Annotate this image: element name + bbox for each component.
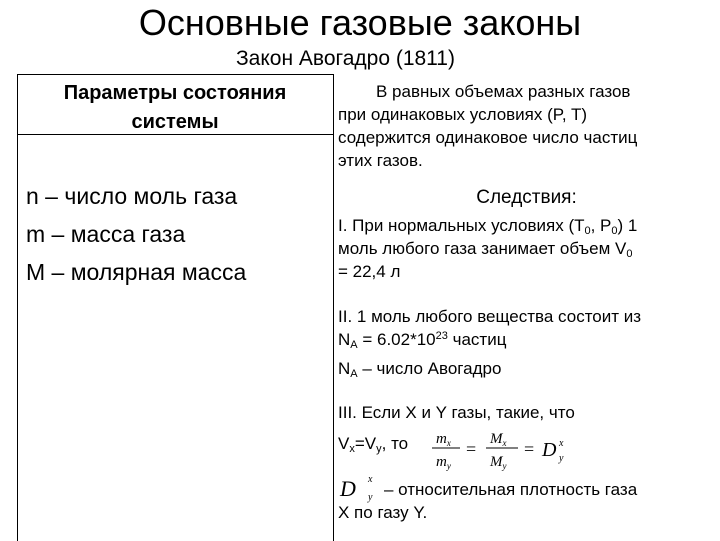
consequence-2-line2: $N_A = 6.02*10^{23}$ частиц xyxy=(338,330,507,351)
consequence-2 xyxy=(338,305,641,380)
svg-text:=: = xyxy=(466,439,477,459)
law-subtitle: Закон Авогадро (1811) xyxy=(236,47,455,70)
formula-mx-numerator: $m_x$ xyxy=(436,431,451,448)
density-formula xyxy=(430,424,580,474)
parameter-item-n: n – число моль газа xyxy=(26,183,238,209)
consequence-1-line3: = 22,4 л xyxy=(338,262,401,281)
svg-text:=: = xyxy=(524,439,535,459)
formula-D: D xyxy=(542,439,557,461)
parameters-header-line1: Параметры состояния xyxy=(63,82,287,104)
parameters-panel xyxy=(17,74,334,541)
consequence-1-line1: I. При нормальных условиях ($T_0$, $P_0$) 1 xyxy=(338,216,638,237)
statement-line1: В равных объемах разных газов xyxy=(376,82,631,101)
consequence-3-line2: $V_x=V_y$, то xyxy=(338,434,409,455)
parameter-item-m: m – масса газа xyxy=(26,221,186,247)
consequence-1 xyxy=(338,214,637,283)
consequence-3-line1: III. Если X и Y газы, такие, что xyxy=(338,403,575,422)
parameter-item-M: M – молярная масса xyxy=(26,259,247,285)
consequence-1-line2: моль любого газа занимает объем $V_0$ xyxy=(338,239,633,260)
formula-my-denominator: $m_y$ xyxy=(436,454,451,471)
svg-text:y: y xyxy=(559,453,564,464)
formula-Mx-numerator: $M_x$ xyxy=(490,431,507,448)
page-title: Основные газовые законы xyxy=(138,2,582,43)
parameters-header-line2: системы xyxy=(131,111,219,133)
svg-text:y: y xyxy=(368,492,373,503)
svg-text:D: D xyxy=(340,476,356,501)
avogadro-statement xyxy=(338,80,637,172)
svg-text:x: x xyxy=(559,438,564,449)
statement-line2: при одинаковых условиях (P, T) xyxy=(338,105,588,124)
consequence-2-line3: $N_A$ – число Авогадро xyxy=(338,359,502,380)
consequences-header: Следствия: xyxy=(476,187,577,208)
statement-line3: содержится одинаковое число частиц xyxy=(338,128,638,147)
formula-My-denominator: $M_y$ xyxy=(490,454,507,471)
consequence-density xyxy=(338,478,637,524)
svg-text:x: x xyxy=(368,474,373,485)
parameters-list xyxy=(26,177,246,291)
statement-line4: этих газов. xyxy=(338,151,423,170)
parameters-divider xyxy=(17,134,333,135)
density-line1: – относительная плотность газа xyxy=(384,480,638,499)
density-line2: X по газу Y. xyxy=(338,503,428,522)
parameters-header xyxy=(17,79,333,137)
consequence-2-line1: II. 1 моль любого вещества состоит из xyxy=(338,307,642,326)
